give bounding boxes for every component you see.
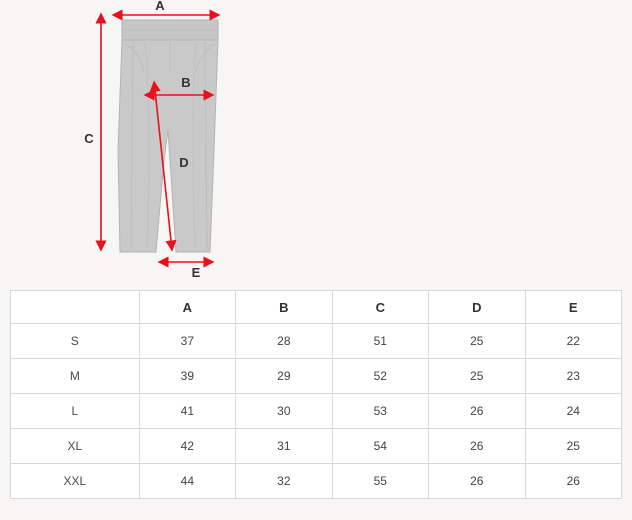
- header-d: D: [429, 291, 525, 324]
- cell-d: 26: [429, 464, 525, 499]
- label-e: E: [191, 265, 201, 280]
- header-size: [11, 291, 140, 324]
- size-table: [10, 290, 622, 499]
- cell-d: 26: [429, 429, 525, 464]
- cell-a: 37: [139, 324, 235, 359]
- cell-e: 24: [525, 394, 622, 429]
- cell-e: 25: [525, 429, 622, 464]
- cell-c: 53: [332, 394, 428, 429]
- label-a: A: [155, 0, 165, 13]
- cell-d: 25: [429, 359, 525, 394]
- cell-c: 54: [332, 429, 428, 464]
- table-row: [11, 394, 622, 429]
- label-c: C: [84, 131, 94, 146]
- header-b: B: [236, 291, 332, 324]
- size-label: XXL: [11, 464, 140, 499]
- cell-d: 26: [429, 394, 525, 429]
- table-row: [11, 324, 622, 359]
- header-a: A: [139, 291, 235, 324]
- cell-a: 39: [139, 359, 235, 394]
- cell-e: 26: [525, 464, 622, 499]
- table-row: [11, 464, 622, 499]
- cell-a: 41: [139, 394, 235, 429]
- cell-b: 28: [236, 324, 332, 359]
- label-d: D: [179, 155, 189, 170]
- cell-c: 52: [332, 359, 428, 394]
- table-header-row: [11, 291, 622, 324]
- cell-c: 51: [332, 324, 428, 359]
- header-c: C: [332, 291, 428, 324]
- cell-a: 42: [139, 429, 235, 464]
- cell-b: 30: [236, 394, 332, 429]
- cell-d: 25: [429, 324, 525, 359]
- cell-c: 55: [332, 464, 428, 499]
- cell-b: 32: [236, 464, 332, 499]
- size-label: M: [11, 359, 140, 394]
- table-row: [11, 429, 622, 464]
- cell-b: 29: [236, 359, 332, 394]
- header-e: E: [525, 291, 622, 324]
- cell-b: 31: [236, 429, 332, 464]
- cell-e: 23: [525, 359, 622, 394]
- cell-a: 44: [139, 464, 235, 499]
- label-b: B: [181, 75, 191, 90]
- table-row: [11, 359, 622, 394]
- cell-e: 22: [525, 324, 622, 359]
- size-label: S: [11, 324, 140, 359]
- size-label: L: [11, 394, 140, 429]
- size-label: XL: [11, 429, 140, 464]
